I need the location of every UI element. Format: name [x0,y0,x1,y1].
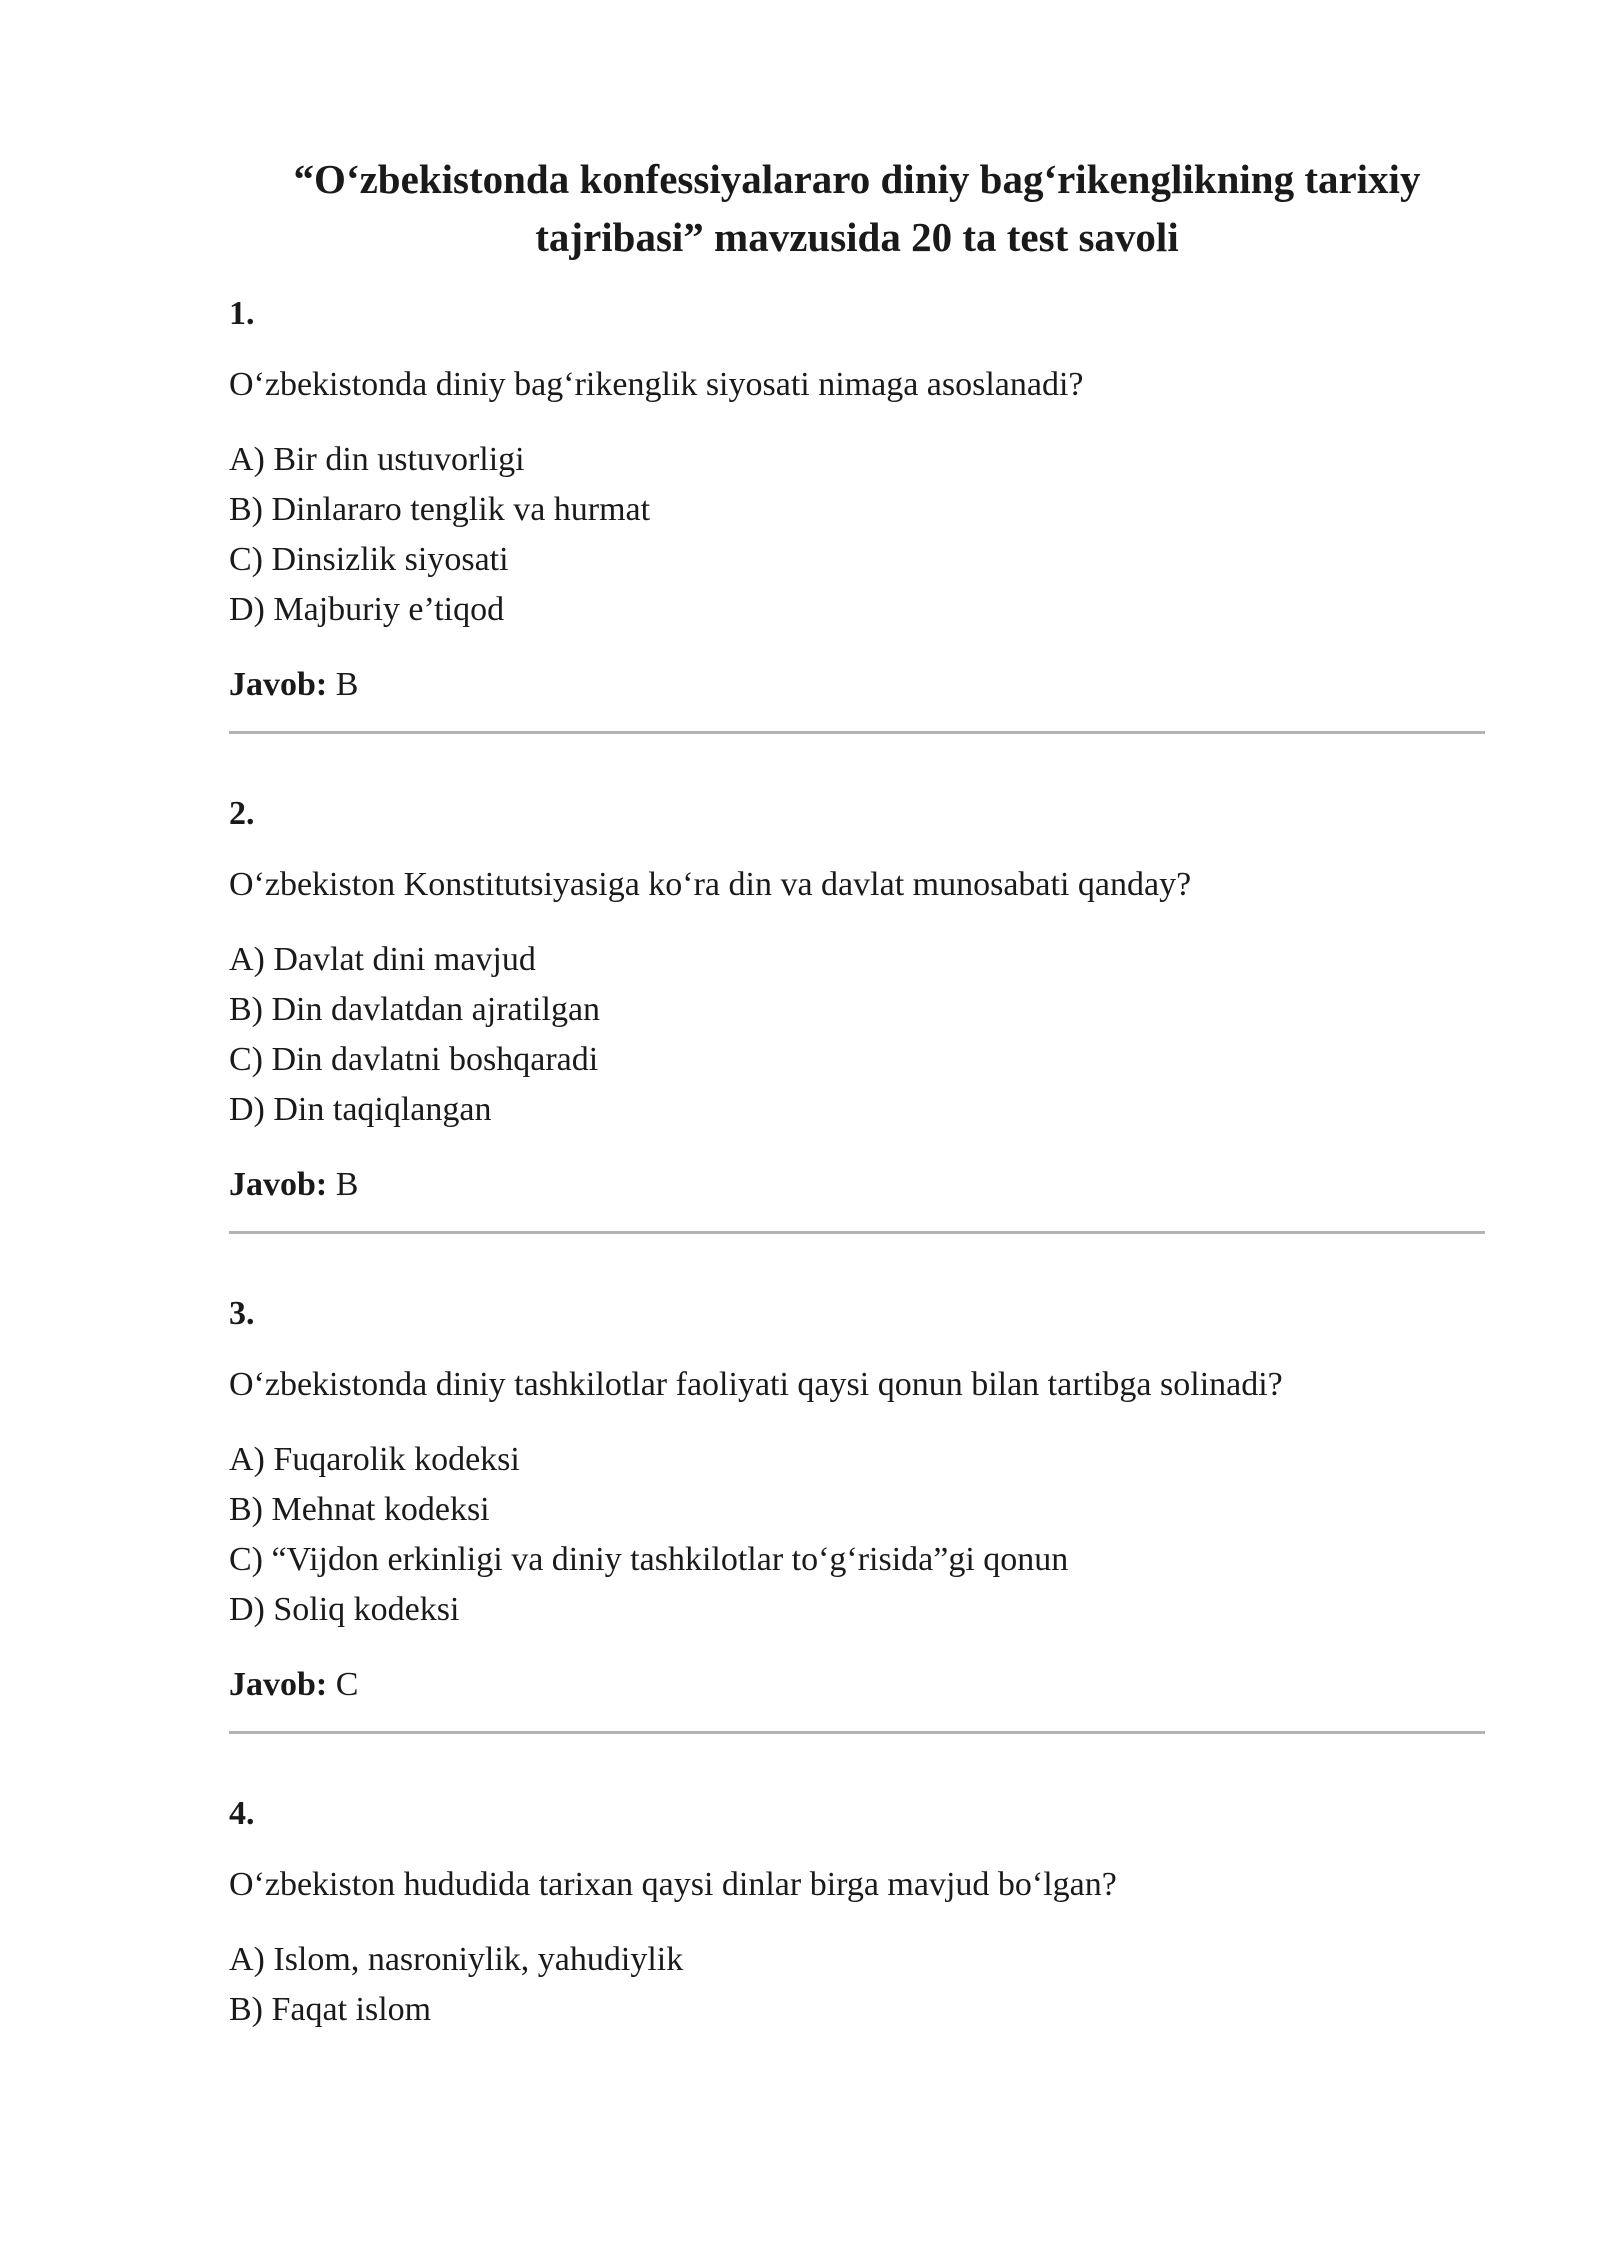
option-d: D) Soliq kodeksi [229,1591,460,1628]
answer-options [229,1935,1485,2035]
question-4 [229,1794,1485,2035]
answer-label: Javob: [229,666,328,703]
question-number: 4. [229,1795,255,1832]
option-d: D) Majburiy e’tiqod [229,591,505,628]
answer-value: C [335,1666,359,1703]
answer-options [229,1435,1485,1635]
question-number: 3. [229,1295,255,1332]
answer-line [229,1165,1485,1205]
question-text: O‘zbekistonda diniy bag‘rikenglik siyosati nimaga asoslanadi? [229,366,1084,403]
option-a: A) Davlat dini mavjud [229,941,536,978]
option-b: B) Mehnat kodeksi [229,1491,490,1528]
option-a: A) Islom, nasroniylik, yahudiylik [229,1941,684,1978]
option-c: C) Din davlatni boshqaradi [229,1041,599,1078]
question-divider [229,731,1485,734]
option-b: B) Dinlararo tenglik va hurmat [229,491,651,528]
question-number: 2. [229,795,255,832]
option-c: C) “Vijdon erkinligi va diniy tashkilotlar to‘g‘risida”gi qonun [229,1541,1069,1578]
option-a: A) Fuqarolik kodeksi [229,1441,520,1478]
document-title-line-1: “O‘zbekistonda konfessiyalararo diniy bag‘rikenglikning tarixiy [293,156,1421,202]
document-title [229,150,1485,266]
answer-label: Javob: [229,1666,328,1703]
option-c: C) Dinsizlik siyosati [229,541,509,578]
question-text: O‘zbekistonda diniy tashkilotlar faoliyati qaysi qonun bilan tartibga solinadi? [229,1366,1283,1403]
option-a: A) Bir din ustuvorligi [229,441,525,478]
answer-value: B [335,1166,359,1203]
option-b: B) Din davlatdan ajratilgan [229,991,601,1028]
answer-value: B [335,666,359,703]
question-divider [229,1231,1485,1234]
option-d: D) Din taqiqlangan [229,1091,492,1128]
question-number: 1. [229,295,255,332]
question-3 [229,1294,1485,1734]
question-2 [229,794,1485,1234]
answer-options [229,435,1485,635]
question-text: O‘zbekiston Konstitutsiyasiga ko‘ra din va davlat munosabati qanday? [229,866,1192,903]
document-title-line-2: tajribasi” mavzusida 20 ta test savoli [535,214,1179,260]
answer-line [229,1665,1485,1705]
question-1 [229,294,1485,734]
answer-label: Javob: [229,1166,328,1203]
question-divider [229,1731,1485,1734]
option-b: B) Faqat islom [229,1991,432,2028]
answer-line [229,665,1485,705]
answer-options [229,935,1485,1135]
question-text: O‘zbekiston hududida tarixan qaysi dinlar birga mavjud bo‘lgan? [229,1866,1117,1903]
